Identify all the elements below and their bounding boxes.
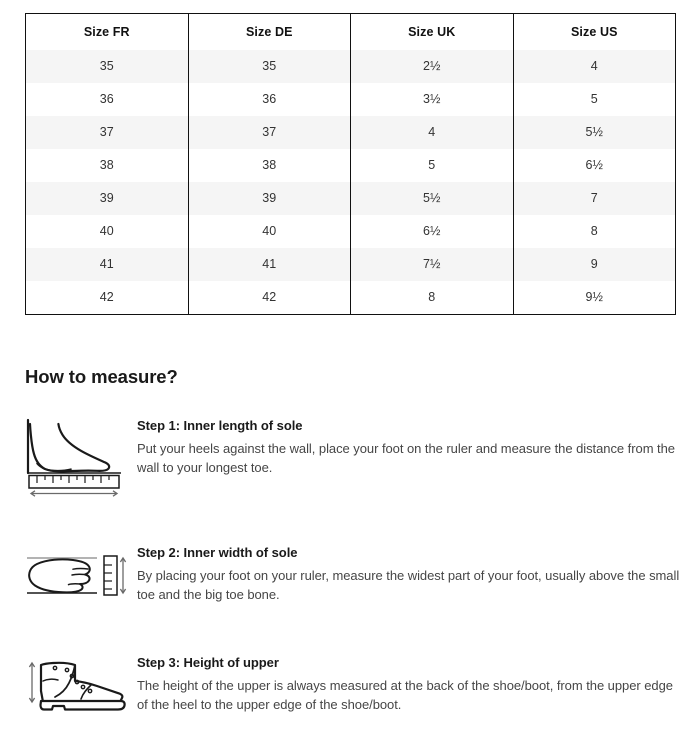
cell-size-de: 35 bbox=[188, 50, 351, 83]
cell-size-fr: 37 bbox=[26, 116, 189, 149]
table-header-row bbox=[26, 14, 676, 51]
cell-size-de: 40 bbox=[188, 215, 351, 248]
cell-size-us: 4 bbox=[513, 50, 676, 83]
measure-step-1-text: Put your heels against the wall, place your foot on the ruler and measure the distance from the wall to your longest toe. bbox=[137, 441, 675, 475]
measure-step-3 bbox=[25, 655, 685, 717]
column-header-size-fr: Size FR bbox=[26, 14, 189, 51]
cell-size-us: 6½ bbox=[513, 149, 676, 182]
cell-size-uk: 4 bbox=[351, 116, 514, 149]
table-row bbox=[26, 182, 676, 215]
measure-step-1 bbox=[25, 418, 685, 498]
table-row bbox=[26, 149, 676, 182]
cell-size-fr: 36 bbox=[26, 83, 189, 116]
table-header bbox=[26, 14, 676, 51]
cell-size-fr: 42 bbox=[26, 281, 189, 315]
cell-size-fr: 41 bbox=[26, 248, 189, 281]
cell-size-de: 36 bbox=[188, 83, 351, 116]
cell-size-de: 41 bbox=[188, 248, 351, 281]
size-conversion-table bbox=[25, 13, 676, 315]
table-row bbox=[26, 50, 676, 83]
table-row bbox=[26, 215, 676, 248]
cell-size-uk: 7½ bbox=[351, 248, 514, 281]
measure-step-3-body bbox=[137, 655, 685, 714]
measure-step-3-text: The height of the upper is always measured at the back of the shoe/boot, from the upper edge of the heel to the upper edge of the shoe/boot. bbox=[137, 678, 673, 712]
cell-size-us: 9½ bbox=[513, 281, 676, 315]
measure-step-1-body bbox=[137, 418, 685, 477]
measure-step-1-title: Step 1: Inner length of sole bbox=[137, 418, 303, 433]
table-row bbox=[26, 281, 676, 315]
how-to-measure-heading: How to measure? bbox=[25, 366, 178, 387]
measure-step-2 bbox=[25, 545, 685, 607]
column-header-size-us: Size US bbox=[513, 14, 676, 51]
table-row bbox=[26, 116, 676, 149]
cell-size-uk: 5½ bbox=[351, 182, 514, 215]
cell-size-fr: 39 bbox=[26, 182, 189, 215]
cell-size-fr: 38 bbox=[26, 149, 189, 182]
cell-size-us: 7 bbox=[513, 182, 676, 215]
cell-size-de: 37 bbox=[188, 116, 351, 149]
foot-top-width-icon bbox=[25, 545, 137, 607]
cell-size-uk: 6½ bbox=[351, 215, 514, 248]
cell-size-us: 8 bbox=[513, 215, 676, 248]
cell-size-de: 42 bbox=[188, 281, 351, 315]
measure-step-2-body bbox=[137, 545, 685, 604]
cell-size-us: 9 bbox=[513, 248, 676, 281]
foot-side-ruler-icon bbox=[25, 418, 137, 498]
column-header-size-uk: Size UK bbox=[351, 14, 514, 51]
cell-size-uk: 2½ bbox=[351, 50, 514, 83]
measure-step-2-text: By placing your foot on your ruler, measure the widest part of your foot, usually above the small toe and the big toe bone. bbox=[137, 568, 680, 602]
table-row bbox=[26, 248, 676, 281]
cell-size-us: 5 bbox=[513, 83, 676, 116]
cell-size-fr: 40 bbox=[26, 215, 189, 248]
cell-size-uk: 5 bbox=[351, 149, 514, 182]
boot-height-icon bbox=[25, 655, 137, 717]
cell-size-de: 38 bbox=[188, 149, 351, 182]
cell-size-fr: 35 bbox=[26, 50, 189, 83]
measure-step-2-title: Step 2: Inner width of sole bbox=[137, 545, 298, 560]
table-body bbox=[26, 50, 676, 315]
size-conversion-table-container bbox=[25, 13, 676, 315]
cell-size-uk: 3½ bbox=[351, 83, 514, 116]
cell-size-uk: 8 bbox=[351, 281, 514, 315]
cell-size-us: 5½ bbox=[513, 116, 676, 149]
column-header-size-de: Size DE bbox=[188, 14, 351, 51]
cell-size-de: 39 bbox=[188, 182, 351, 215]
table-row bbox=[26, 83, 676, 116]
measure-step-3-title: Step 3: Height of upper bbox=[137, 655, 279, 670]
